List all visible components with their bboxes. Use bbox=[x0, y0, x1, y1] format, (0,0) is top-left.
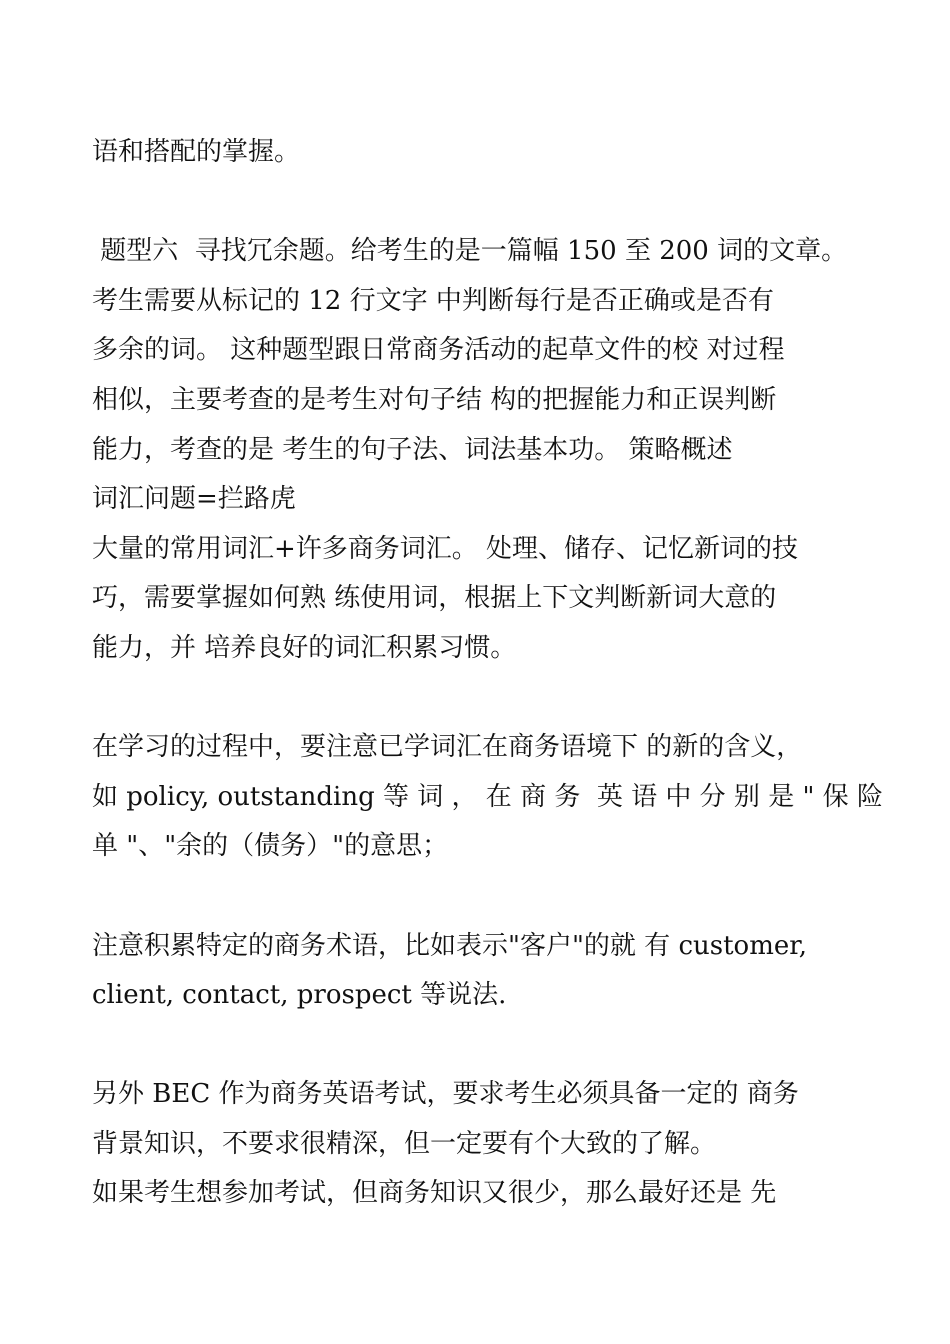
document-text bbox=[92, 128, 883, 1219]
blank-line bbox=[92, 178, 872, 228]
text-line: 如 policy, outstanding 等 词 ， 在 商 务 英 语 中 分 别 是 " 保 险 bbox=[92, 781, 883, 812]
text-line: 能力，考查的是 考生的句子法、词法基本功。 策略概述 bbox=[92, 434, 733, 465]
blank-line bbox=[92, 872, 872, 922]
text-line: 语和搭配的掌握。 bbox=[92, 137, 301, 167]
text-line: 相似，主要考查的是考生对句子结 构的把握能力和正误判断 bbox=[92, 384, 777, 415]
text-line: 题型六 寻找冗余题。给考生的是一篇幅 150 至 200 词的文章。 bbox=[92, 236, 848, 267]
text-line: 背景知识，不要求很精深，但一定要有个大致的了解。 bbox=[92, 1128, 717, 1159]
text-line: 能力，并 培养良好的词汇积累习惯。 bbox=[92, 632, 517, 663]
blank-line bbox=[92, 1021, 872, 1071]
text-line: 注意积累特定的商务术语，比如表示"客户"的就 有 customer, bbox=[92, 930, 808, 961]
text-line: 多余的词。 这种题型跟日常商务活动的起草文件的校 对过程 bbox=[92, 335, 785, 366]
text-line: 词汇问题=拦路虎 bbox=[92, 484, 296, 515]
text-line: 大量的常用词汇+许多商务词汇。 处理、储存、记忆新词的技 bbox=[92, 533, 799, 564]
text-line: client, contact, prospect 等说法. bbox=[92, 980, 507, 1011]
text-line: 单 "、"余的（债务）"的意思； bbox=[92, 831, 449, 862]
blank-line bbox=[92, 674, 872, 724]
text-line: 考生需要从标记的 12 行文字 中判断每行是否正确或是否有 bbox=[92, 285, 774, 316]
text-line: 在学习的过程中，要注意已学词汇在商务语境下 的新的含义， bbox=[92, 732, 803, 763]
text-line: 另外 BEC 作为商务英语考试，要求考生必须具备一定的 商务 bbox=[92, 1079, 799, 1110]
text-line: 如果考生想参加考试，但商务知识又很少，那么最好还是 先 bbox=[92, 1178, 777, 1209]
text-line: 巧，需要掌握如何熟 练使用词，根据上下文判断新词大意的 bbox=[92, 583, 777, 614]
